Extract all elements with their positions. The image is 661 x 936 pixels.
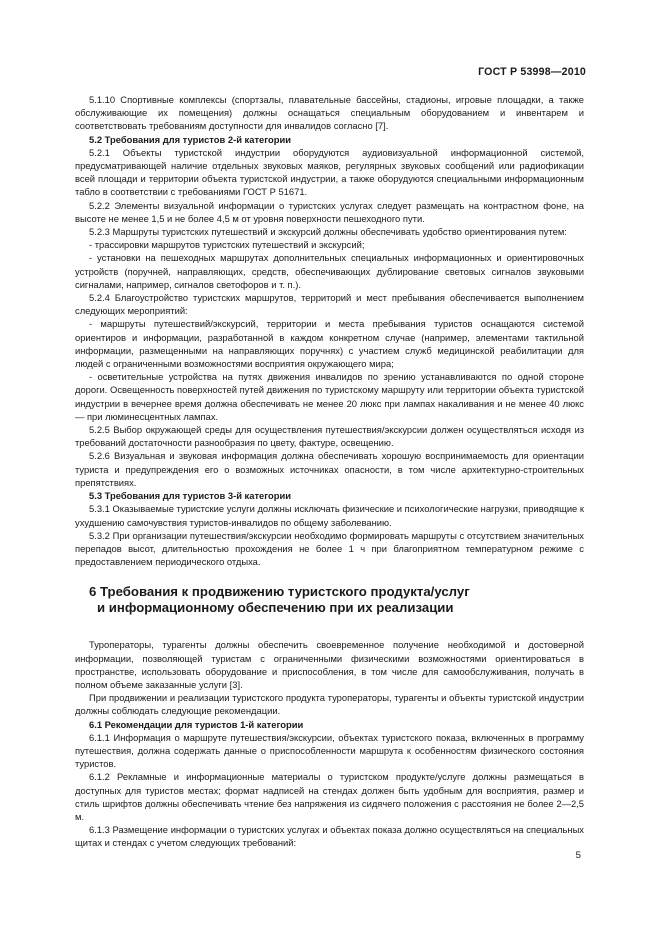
section-6-intro-paragraph-2: При продвижении и реализации туристского продукта туроператоры, турагенты и объекты туристской индустрии должны соблюдать следующие рекомендации. [75, 692, 584, 717]
clause-6-1-2: 6.1.2 Рекламные и информационные материалы о туристском продукте/услуге должны размещаться в доступных для туристов местах; формат надписей на стендах должен быть удобным для восприятия, размер и стиль шрифтов должны обеспечивать чтение без напряжения из сидячего положения с расстояния не более 2—2,5 м. [75, 771, 584, 822]
section-heading-6 [75, 584, 584, 616]
list-item: - осветительные устройства на путях движения инвалидов по зрению устанавливаются по одной стороне дороги. Освещенность поверхностей путей движения по туристскому маршруту или территории объекта туристской индустрии в вечернее время должна обеспечивать не менее 20 люкс при лампах накаливания и не менее 40 люкс — при люминесцентных лампах. [75, 371, 584, 422]
subsection-heading-5-3: 5.3 Требования для туристов 3-й категории [89, 490, 292, 502]
list-item: - установки на пешеходных маршрутах дополнительных специальных информационных и ориентировочных устройств (поручней, направляющих, средств, обеспечивающих дублирование световых сигналов звуковыми сигналами, например, сигналов светофоров и т. п.). [75, 252, 584, 290]
clause-5-2-4: 5.2.4 Благоустройство туристских маршрутов, территорий и мест пребывания обеспечивается выполнением следующих мероприятий: [75, 292, 584, 317]
list-item: - трассировки маршрутов туристских путешествий и экскурсий; [89, 239, 365, 251]
standard-code-header: ГОСТ Р 53998—2010 [478, 66, 586, 78]
clause-5-2-5: 5.2.5 Выбор окружающей среды для осуществления путешествия/экскурсии должен осуществляться исходя из требований достаточности разнообразия по цвету, фактуре, освещению. [75, 424, 584, 449]
list-item: - маршруты путешествий/экскурсий, территории и места пребывания туристов оснащаются системой ориентиров и информации, разработанной в каждом конкретном случае (например, элементами тактильной информации, размещенными на направляющих поручнях) с участием служб медицинской реабилитации для людей с ограниченными возможностями восприятия окружающего мира; [75, 318, 584, 370]
clause-5-3-2: 5.3.2 При организации путешествия/экскурсии необходимо формировать маршруты с отсутствием значительных перепадов высот, длительностью прохождения не более 1 ч при благоприятном температурном режиме с предоставлением периодического отдыха. [75, 529, 584, 568]
clause-5-1-10: 5.1.10 Спортивные комплексы (спортзалы, плавательные бассейны, стадионы, игровые площадки, а также обслуживающие их помещения) должны оснащаться специальным оборудованием и инвентарем и соответствовать требованиям доступности для инвалидов согласно [7]. [75, 94, 584, 132]
document-body [75, 93, 584, 850]
clause-5-3-1: 5.3.1 Оказываемые туристские услуги должны исключать физические и психологические нагрузки, приводящие к ухудшению самочувствия туристов-инвалидов по общему заболеванию. [75, 503, 584, 528]
clause-5-2-3: 5.2.3 Маршруты туристских путешествий и экскурсий должны обеспечивать удобство ориентирования путем: [89, 226, 567, 238]
clause-5-2-2: 5.2.2 Элементы визуальной информации о туристских услугах следует размещать на контрастном фоне, на высоте не менее 1,5 и не более 4,5 м от уровня поверхности пешеходного пути. [75, 199, 584, 224]
clause-5-2-6: 5.2.6 Визуальная и звуковая информация должна обеспечивать хорошую воспринимаемость для ориентации туриста и предупреждения его о возможных источниках опасности, в том числе архитектурно-строительных препятствиях. [75, 450, 584, 488]
clause-5-2-1: 5.2.1 Объекты туристской индустрии оборудуются аудиовизуальной информационной системой, предусматривающей наличие отдельных звуковых маяков, регулярных звуковых сообщений или радиофикации всей площади и территории объекта туристской индустрии, а также оборудуются специальными информационным табло в соответствии с требованиями ГОСТ Р 51671. [75, 146, 584, 198]
subsection-heading-6-1: 6.1 Рекомендации для туристов 1-й категории [89, 718, 304, 730]
subsection-heading-5-2: 5.2 Требования для туристов 2-й категории [89, 133, 292, 145]
page-number: 5 [575, 850, 581, 861]
section-heading-6-line-1: 6 Требования к продвижению туристского продукта/услуг [89, 584, 470, 600]
section-6-intro-paragraph: Туроператоры, турагенты должны обеспечить своевременное получение необходимой и достоверной информации, позволяющей туристам с ограниченными физическими возможностями ориентироваться в пространстве, использовать оборудование и приспособления, в том числе для самообслуживания, получать в полном объеме заказанные услуги [3]. [75, 639, 584, 690]
clause-6-1-3: 6.1.3 Размещение информации о туристских услугах и объектах показа должно осуществляться на специальных щитах и стендах с учетом следующих требований: [75, 824, 584, 849]
section-heading-6-line-2: и информационному обеспечению при их реализации [97, 600, 454, 616]
clause-6-1-1: 6.1.1 Информация о маршруте путешествия/экскурсии, объектах туристского показа, включенных в программу путешествия, должна содержать данные о приспособленности маршрута к особенностям физического состояния туристов. [75, 731, 584, 770]
